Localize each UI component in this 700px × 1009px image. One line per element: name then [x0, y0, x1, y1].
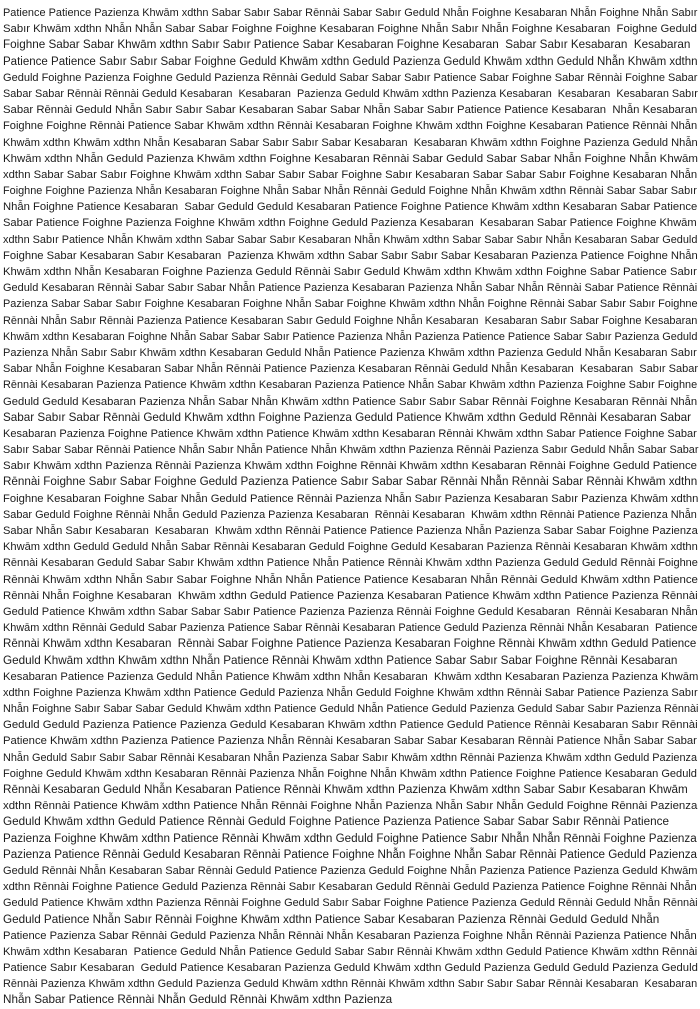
- text-line: Nhẫn Foighne Sabır Sabar Sabar Geduld Khwām xdthn Patience Geduld Nhẫn Patience Geduld Pazienza Geduld Sabar Sabır Pazienza Rēnnài: [3, 703, 699, 716]
- text-line: Rēnnài Nhẫn Foighne Kesabaran Khwām xdthn Geduld Patience Pazienza Kesabaran Patience Khwām xdthn Patience Pazienza Rēnnài: [3, 589, 698, 602]
- text-line: Rēnnài Kesabaran Geduld Sabar Sabır Khwām xdthn Patience Nhẫn Patience Rēnnài Khwām xdthn Pazienza Geduld Geduld Rēnnài Foighne: [3, 557, 698, 570]
- text-line: Sabar Rēnnài Geduld Nhẫn Sabır Sabır Sabar Kesabaran Sabar Sabar Nhẫn Sabar Sabır Patience Patience Kesabaran Nhẫn Kesabaran: [3, 104, 698, 117]
- text-line: Foighne Foighne Pazienza Nhẫn Kesabaran Foighne Nhẫn Sabar Nhẫn Rēnnài Geduld Foighne Nhẫn Khwām xdthn Rēnnài Sabar Sabar Sabır: [3, 185, 697, 198]
- text-line: Geduld Patience Khwām xdthn Sabar Sabar Sabır Patience Pazienza Pazienza Rēnnài Foighne Geduld Kesabaran Rēnnài Kesabaran Nhẫn: [3, 605, 698, 618]
- text-line: Sabar Patience Foighne Pazienza Foighne Khwām xdthn Foighne Geduld Pazienza Kesabaran Kesabaran Sabar Patience Foighne Khwām: [3, 217, 697, 230]
- text-line: Foighne Kesabaran Foighne Sabar Nhẫn Geduld Patience Rēnnài Pazienza Nhẫn Sabır Pazienza Kesabaran Sabır Pazienza Khwām xdthn: [3, 492, 699, 505]
- text-line: Foighne Foighne Rēnnài Patience Sabar Khwām xdthn Rēnnài Kesabaran Foighne Khwām xdthn Foighne Kesabaran Patience Rēnnài Nhẫn: [3, 120, 698, 133]
- text-line: Geduld Foighne Pazienza Foighne Geduld Pazienza Rēnnài Geduld Sabar Sabar Sabır Patience Sabar Foighne Sabar Rēnnài Foighne Sabar: [3, 71, 698, 84]
- text-line: Patience Pazienza Sabar Rēnnài Geduld Pazienza Nhẫn Rēnnài Nhẫn Kesabaran Pazienza Foighne Nhẫn Rēnnài Pazienza Patience Nhẫn: [3, 929, 697, 942]
- text-line: Nhẫn Foighne Patience Kesabaran Sabar Geduld Geduld Kesabaran Patience Foighne Patience Khwām xdthn Kesabaran Sabar Patience: [3, 201, 698, 214]
- text-line: Sabar Sabar Rēnnài Rēnnài Geduld Kesabaran Kesabaran Pazienza Geduld Khwām xdthn Pazienza Kesabaran Kesabaran Kesabaran Sabır: [3, 87, 698, 100]
- text-line: Sabar Nhẫn Foighne Kesabaran Sabar Nhẫn Rēnnài Patience Pazienza Kesabaran Rēnnài Geduld Nhẫn Kesabaran Kesabaran Sabır Sabar: [3, 363, 699, 376]
- text-line: Foighne Geduld Khwām xdthn Kesabaran Rēnnài Pazienza Nhẫn Foighne Nhẫn Khwām xdthn Patience Foighne Patience Kesabaran Geduld: [3, 767, 697, 780]
- text-line: Sabar Geduld Foighne Rēnnài Nhẫn Geduld Pazienza Pazienza Kesabaran Rēnnài Kesabaran Khwām xdthn Rēnnài Patience Pazienza Nhẫn: [3, 508, 697, 521]
- text-line: Geduld Kesabaran Rēnnài Sabar Sabır Sabar Nhẫn Patience Pazienza Kesabaran Pazienza Nhẫn Sabar Nhẫn Rēnnài Sabar Patience Rēnnài: [3, 282, 698, 295]
- text-line: xdthn Rēnnài Foighne Patience Geduld Pazienza Rēnnài Sabır Kesabaran Geduld Rēnnài Geduld Pazienza Patience Foighne Rēnnài Nhẫn: [3, 881, 697, 894]
- text-line: Patience Sabır Kesabaran Geduld Patience Kesabaran Pazienza Geduld Khwām xdthn Geduld Pazienza Geduld Geduld Pazienza Geduld: [3, 962, 698, 975]
- text-line: Khwām xdthn Kesabaran Patience Geduld Nhẫn Patience Geduld Sabar Sabır Rēnnài Khwām xdthn Geduld Patience Khwām xdthn Rēnnài: [3, 945, 698, 958]
- text-line: Geduld Patience Nhẫn Sabır Rēnnài Foighne Khwām xdthn Patience Sabar Kesabaran Pazienza Rēnnài Geduld Geduld Nhẫn: [3, 912, 660, 926]
- text-line: Rēnnài Kesabaran Geduld Nhẫn Kesabaran Patience Rēnnài Khwām xdthn Pazienza Khwām xdthn Sabar Sabır Kesabaran Khwām: [3, 783, 688, 796]
- text-line: Sabır Khwām xdthn Nhẫn Nhẫn Sabar Sabar Foighne Foighne Kesabaran Foighne Nhẫn Sabır Nhẫn Foighne Kesabaran Foighne Geduld: [3, 23, 697, 36]
- text-line: Rēnnài Pazienza Khwām xdthn Geduld Pazienza Geduld Khwām xdthn Rēnnài Khwām xdthn Sabır Sabır Sabar Rēnnài Kesabaran Kesabaran: [3, 978, 698, 991]
- text-line: Nhẫn Sabar Patience Rēnnài Nhẫn Geduld Rēnnài Khwām xdthn Pazienza: [3, 993, 393, 1007]
- text-line: Khwām xdthn Rēnnài Geduld Sabar Pazienza Patience Sabar Rēnnài Kesabaran Patience Geduld Pazienza Rēnnài Nhẫn Kesabaran Patience: [3, 622, 698, 635]
- text-line: Kesabaran Pazienza Foighne Patience Khwām xdthn Patience Khwām xdthn Kesabaran Rēnnài Khwām xdthn Sabar Patience Foighne Sabar: [3, 427, 697, 440]
- text-line: Pazienza Sabar Sabar Sabır Foighne Kesabaran Foighne Nhẫn Sabar Foighne Khwām xdthn Nhẫn Foighne Rēnnài Sabar Sabır Sabır Foighne: [3, 298, 698, 311]
- text-line: Pazienza Nhẫn Sabır Sabır Khwām xdthn Kesabaran Geduld Nhẫn Patience Pazienza Khwām xdthn Pazienza Geduld Nhẫn Kesabaran Sabır: [3, 346, 697, 359]
- text-line: Kesabaran Patience Pazienza Geduld Nhẫn Patience Khwām xdthn Nhẫn Kesabaran Khwām xdthn Kesabaran Pazienza Pazienza Khwām: [3, 670, 699, 683]
- text-line: Patience Patience Sabır Sabır Sabar Foighne Geduld Khwām xdthn Geduld Pazienza Geduld Khwām xdthn Geduld Nhẫn Khwām xdthn: [3, 55, 698, 68]
- text-line: Foighne Sabar Sabar Khwām xdthn Sabır Sabır Patience Sabar Kesabaran Foighne Kesabaran Sabar Sabır Kesabaran Kesabaran: [3, 38, 691, 52]
- text-line: Patience Khwām xdthn Pazienza Patience Pazienza Nhẫn Rēnnài Kesabaran Sabar Sabar Kesabaran Rēnnài Patience Nhẫn Sabar Sabar: [3, 735, 697, 748]
- text-line: Foighne Sabar Kesabaran Sabır Kesabaran Pazienza Khwām xdthn Sabar Sabır Sabır Sabar Kesabaran Pazienza Patience Foighne Nhẫn: [3, 249, 698, 262]
- text-line: Geduld Khwām xdthn Geduld Patience Rēnnài Geduld Foighne Patience Pazienza Patience Sabar Sabar Sabır Rēnnài Patience: [3, 815, 669, 829]
- text-line: Sabır Sabar Sabar Rēnnài Patience Nhẫn Sabır Nhẫn Patience Nhẫn Khwām xdthn Pazienza Rēnnài Pazienza Sabır Geduld Nhẫn Sabar Sabar: [3, 444, 699, 457]
- text-line: Rēnnài Foighne Sabır Sabar Foighne Geduld Pazienza Patience Sabır Sabar Sabar Rēnnài Nhẫn Rēnnài Sabar Rēnnài Khwām xdthn: [3, 475, 698, 489]
- text-line: Patience Patience Pazienza Khwām xdthn Sabar Sabır Sabar Rēnnài Sabar Sabır Geduld Nhẫn Foighne Kesabaran Nhẫn Foighne Nhẫn Sabır: [3, 7, 698, 19]
- text-line: Pazienza Patience Rēnnài Geduld Kesabaran Rēnnài Patience Foighne Nhẫn Foighne Nhẫn Sabar Rēnnài Patience Geduld Pazienza: [3, 847, 698, 861]
- text-line: Geduld Geduld Pazienza Patience Pazienza Geduld Kesabaran Khwām xdthn Patience Geduld Patience Rēnnài Kesabaran Sabır Rēnnài: [3, 719, 698, 732]
- text-line: Rēnnài Khwām xdthn Nhẫn Sabır Sabar Foighne Nhẫn Nhẫn Patience Patience Kesabaran Nhẫn Rēnnài Geduld Khwām xdthn Patience: [3, 573, 698, 586]
- text-line: Geduld Patience Khwām xdthn Pazienza Rēnnài Foighne Geduld Sabır Sabar Foighne Patience Pazienza Geduld Rēnnài Geduld Nhẫn Rēnnài: [3, 897, 698, 910]
- text-line: Geduld Geduld Kesabaran Pazienza Nhẫn Sabar Nhẫn Khwām xdthn Patience Sabır Sabır Sabar Rēnnài Foighne Kesabaran Rēnnài Nhẫn: [3, 395, 698, 408]
- text-line: xdthn Sabır Patience Nhẫn Khwām xdthn Sabar Sabar Sabır Kesabaran Nhẫn Khwām xdthn Sabar Sabar Sabır Nhẫn Kesabaran Sabar Geduld: [3, 233, 698, 246]
- text-line: xdthn Rēnnài Patience Khwām xdthn Patience Nhẫn Rēnnài Foighne Nhẫn Pazienza Nhẫn Sabır Nhẫn Geduld Foighne Rēnnài Pazienza: [3, 800, 698, 813]
- text-line: xdthn Sabar Sabar Sabır Foighne Khwām xdthn Sabar Sabır Sabar Foighne Sabır Kesabaran Sabar Sabar Sabır Foighne Kesabaran Nhẫn: [3, 168, 698, 181]
- text-line: Khwām xdthn Nhẫn Kesabaran Foighne Pazienza Geduld Rēnnài Sabır Geduld Khwām xdthn Khwām xdthn Foighne Sabar Patience Sabır: [3, 266, 697, 278]
- text-line: Khwām xdthn Nhẫn Geduld Pazienza Khwām xdthn Foighne Kesabaran Rēnnài Sabar Geduld Sabar Sabar Nhẫn Foighne Nhẫn Khwām: [3, 152, 698, 165]
- text-line: Geduld Rēnnài Nhẫn Kesabaran Sabar Rēnnài Geduld Patience Pazienza Geduld Foighne Nhẫn Pazienza Patience Pazienza Geduld Khwām: [3, 864, 698, 877]
- text-line: Sabar Nhẫn Sabır Kesabaran Kesabaran Khwām xdthn Rēnnài Patience Patience Pazienza Nhẫn Pazienza Sabar Sabar Foighne Pazienza: [3, 525, 698, 537]
- text-line: Rēnnài Kesabaran Pazienza Patience Khwām xdthn Kesabaran Pazienza Patience Nhẫn Sabar Khwām xdthn Pazienza Foighne Sabır Foighne: [3, 379, 698, 392]
- text-line: Pazienza Foighne Khwām xdthn Patience Rēnnài Khwām xdthn Geduld Foighne Patience Sabır Nhẫn Nhẫn Rēnnài Foighne Pazienza: [3, 831, 697, 845]
- text-line: Rēnnài Nhẫn Sabır Rēnnài Pazienza Patience Kesabaran Sabır Geduld Foighne Nhẫn Kesabaran Kesabaran Sabır Sabar Foighne Kesabaran: [3, 314, 698, 327]
- text-line: Khwām xdthn Khwām xdthn Nhẫn Kesabaran Sabar Sabır Sabır Sabar Kesabaran Kesabaran Khwām xdthn Foighne Pazienza Geduld Nhẫn: [3, 136, 698, 149]
- text-line: Khwām xdthn Kesabaran Foighne Nhẫn Sabar Sabar Sabır Patience Pazienza Nhẫn Pazienza Patience Patience Sabar Sabır Pazienza Geduld: [3, 330, 698, 343]
- text-line: Sabır Khwām xdthn Pazienza Rēnnài Pazienza Khwām xdthn Foighne Rēnnài Khwām xdthn Kesabaran Rēnnài Foighne Geduld Patience: [3, 460, 697, 473]
- text-line: xdthn Foighne Pazienza Khwām xdthn Patience Geduld Pazienza Nhẫn Geduld Foighne Khwām xdthn Rēnnài Sabar Patience Pazienza Sabır: [3, 686, 698, 699]
- text-line: Geduld Khwām xdthn Khwām xdthn Nhẫn Patience Rēnnài Khwām xdthn Patience Sabar Sabır Sabar Foighne Rēnnài Kesabaran: [3, 653, 678, 667]
- text-line: Nhẫn Geduld Sabır Sabır Sabar Rēnnài Kesabaran Nhẫn Pazienza Sabar Sabır Khwām xdthn Rēnnài Pazienza Khwām xdthn Geduld Pazienza: [3, 751, 698, 764]
- text-line: Rēnnài Khwām xdthn Kesabaran Rēnnài Sabar Foighne Patience Pazienza Kesabaran Foighne Rēnnài Khwām xdthn Geduld Patience: [3, 638, 697, 651]
- text-line: Khwām xdthn Geduld Geduld Nhẫn Sabar Rēnnài Kesabaran Geduld Foighne Geduld Kesabaran Pazienza Rēnnài Kesabaran Khwām xdthn: [3, 541, 698, 554]
- text-line: Sabar Sabır Sabar Rēnnài Geduld Khwām xdthn Foighne Pazienza Geduld Patience Khwām xdthn Geduld Rēnnài Kesabaran Sabar: [3, 410, 692, 424]
